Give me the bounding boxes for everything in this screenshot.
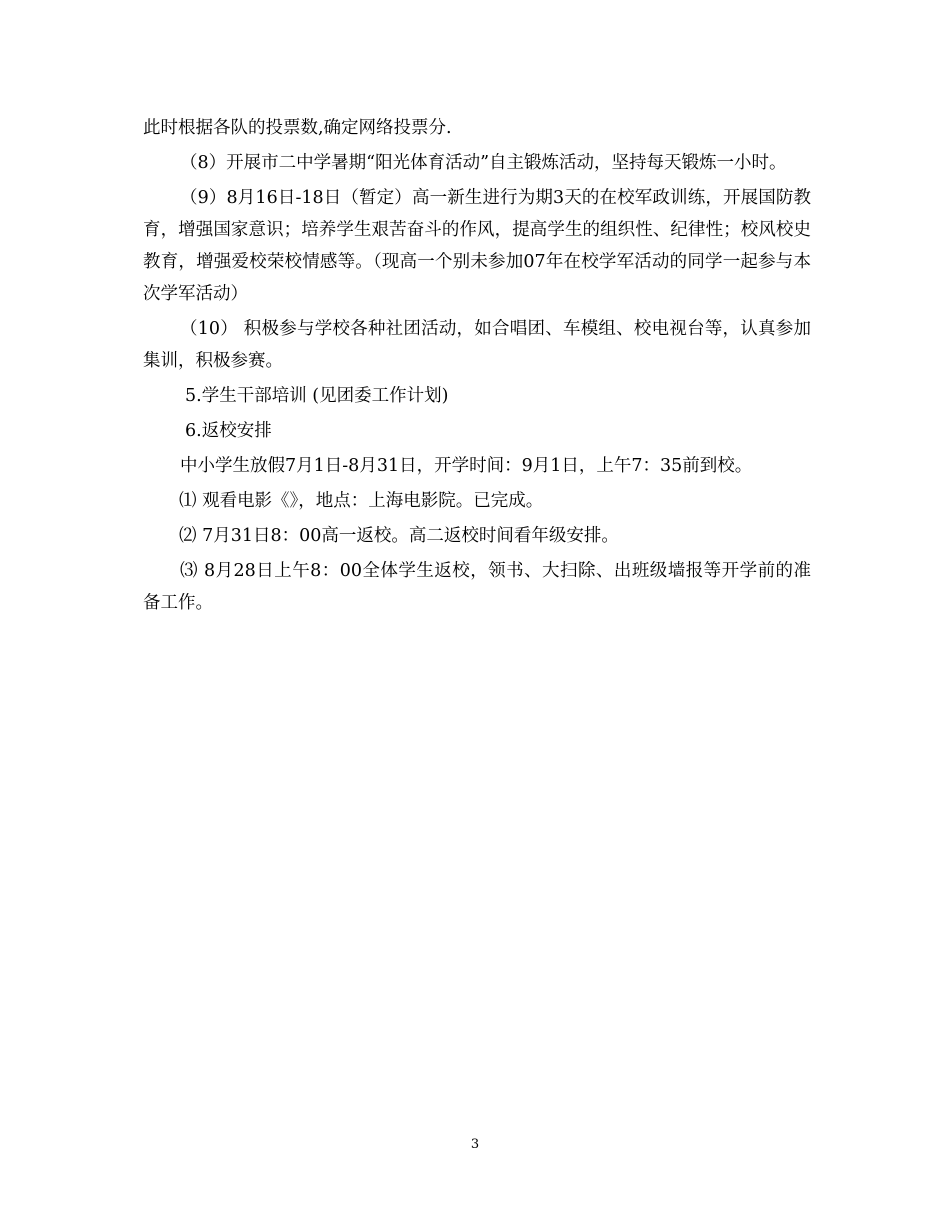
heading-student-cadre-training: 5.学生干部培训 (见团委工作计划) — [185, 386, 449, 406]
paragraph-vacation-dates: 中小学生放假7月1日-8月31日，开学时间：9月1日，上午7：35前到校。 — [180, 456, 753, 476]
document-body — [143, 112, 811, 622]
paragraph-item-9: （9）8月16日-18日（暂定）高一新生进行为期3天的在校军政训练，开展国防教育，增强国家意识；培养学生艰苦奋斗的作风，提高学生的组织性、纪律性；校风校史教育，增强爱校荣校情感等。（现高一个别未参加07年在校学军活动的同学一起参与本次学军活动） — [143, 188, 811, 304]
page-number: 3 — [470, 1137, 480, 1152]
heading-return-arrangement: 6.返校安排 — [185, 421, 272, 441]
list-item-2: ⑵ 7月31日8：00高一返校。高二返校时间看年级安排。 — [179, 526, 619, 546]
paragraph-item-10: （10） 积极参与学校各种社团活动，如合唱团、车模组、校电视台等，认真参加集训，积极参赛。 — [143, 319, 811, 371]
list-item-1: ⑴ 观看电影《》，地点：上海电影院。已完成。 — [179, 491, 544, 511]
list-item-3: ⑶ 8月28日上午8：00全体学生返校，领书、大扫除、出班级墙报等开学前的准备工作。 — [143, 561, 811, 613]
paragraph-item-8: （8）开展市二中学暑期“阳光体育活动”自主锻炼活动，坚持每天锻炼一小时。 — [180, 153, 787, 173]
paragraph-voting: 此时根据各队的投票数,确定网络投票分. — [143, 118, 452, 138]
